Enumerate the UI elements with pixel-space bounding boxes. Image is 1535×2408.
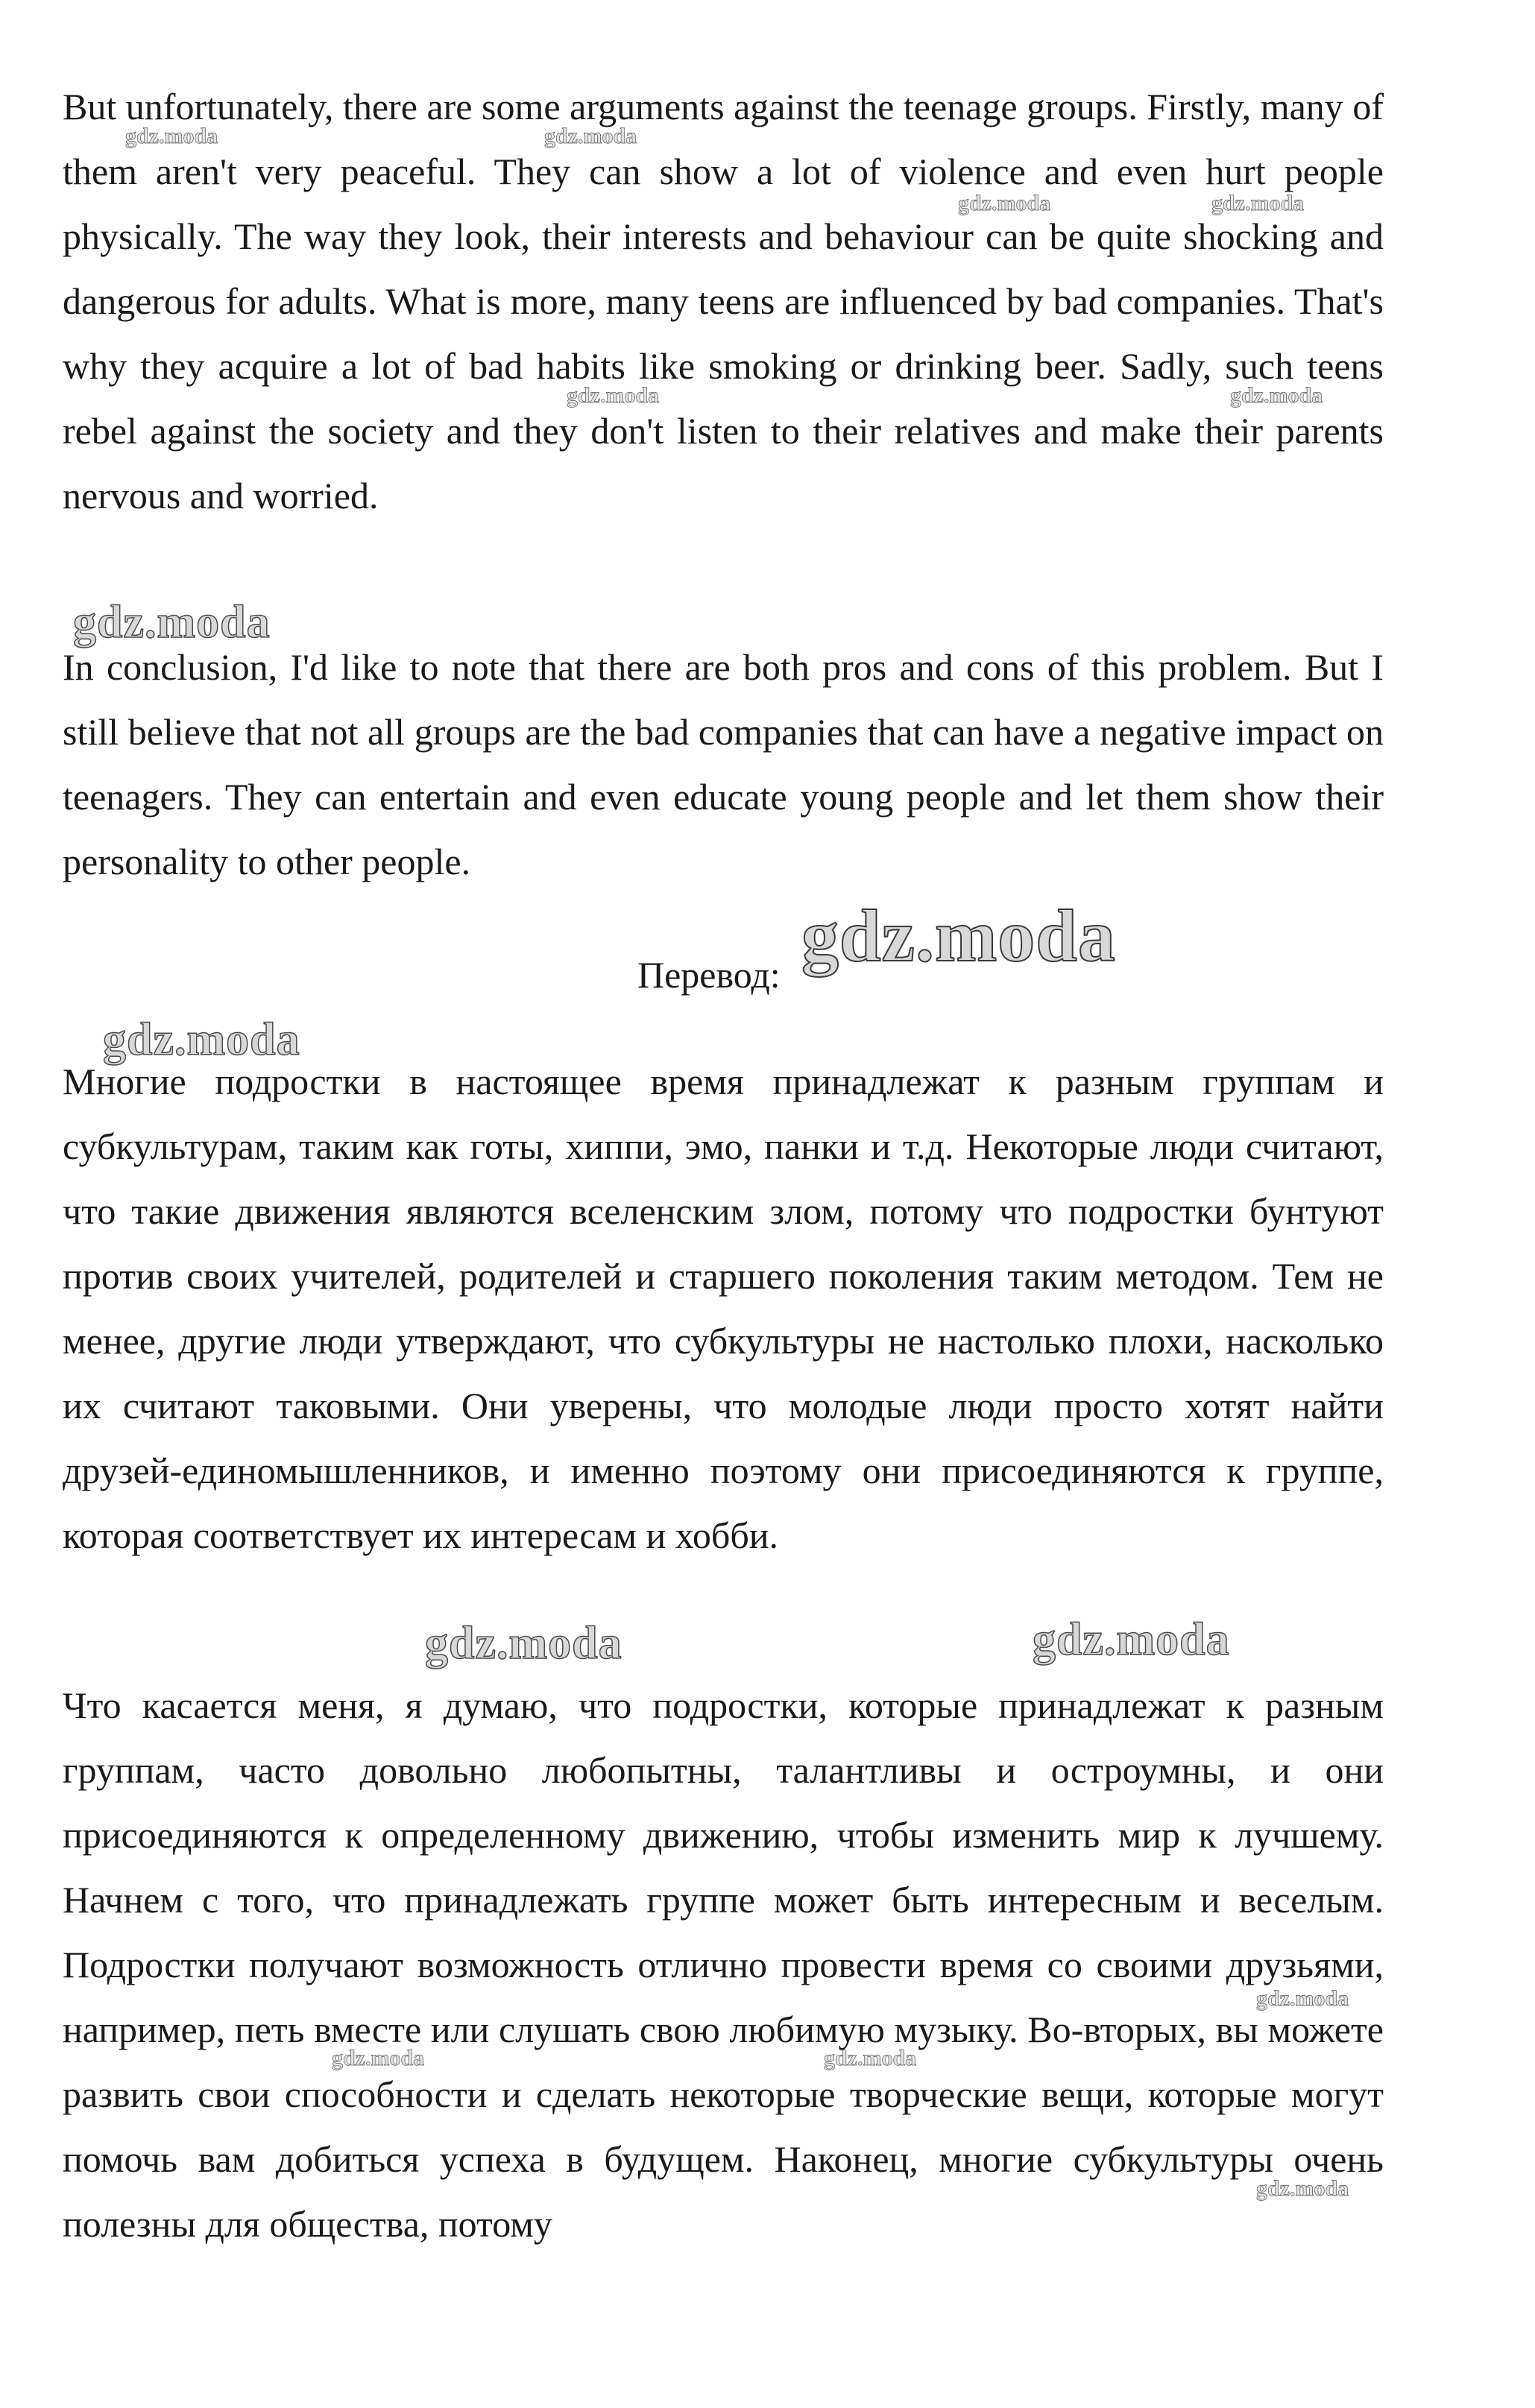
watermark: gdz.moda bbox=[1033, 1614, 1230, 1665]
watermark: gdz.moda bbox=[73, 597, 271, 648]
paragraph-conclusion: In conclusion, I'd like to note that there are both pros and cons of this problem. But I still believe that not all groups are the bad companies that can have a negative impact on teenagers. They can entertain and even educate young people and let them show their personality to other people. bbox=[63, 646, 1384, 882]
watermark: gdz.moda bbox=[1256, 2176, 1349, 2201]
watermark: gdz.moda bbox=[801, 894, 1116, 977]
translation-heading: Перевод: bbox=[637, 954, 781, 996]
watermark: gdz.moda bbox=[1211, 191, 1305, 215]
paragraph-arguments-against: But unfortunately, there are some arguments against the teenage groups. Firstly, many of them aren't very peaceful. They can show a lot of violence and even hurt people physically. The way they look, their interests and behaviour can be quite shocking and dangerous for adults. What is more, many teens are influenced by bad companies. That's why they acquire a lot of bad habits like smoking or drinking beer. Sadly, such teens rebel against the society and they don't listen to their relatives and make their parents nervous and worried. bbox=[63, 86, 1384, 516]
watermark: gdz.moda bbox=[1230, 383, 1323, 408]
watermark: gdz.moda bbox=[544, 124, 637, 148]
watermark: gdz.moda bbox=[824, 2046, 917, 2070]
watermark: gdz.moda bbox=[103, 1014, 300, 1065]
watermark: gdz.moda bbox=[125, 124, 218, 148]
paragraph-translation-intro: Многие подростки в настоящее время принадлежат к разным группам и субкультурам, таким как готы, хиппи, эмо, панки и т.д. Некоторые люди считают, что такие движения являются вселенским злом, потому что подростки бунтуют против своих учителей, родителей и старшего поколения таким методом. Тем не менее, другие люди утверждают, что субкультуры не настолько плохи, насколько их считают таковыми. Они уверены, что молодые люди просто хотят найти друзей-единомышленников, и именно поэтому они присоединяются к группе, которая соответствует их интересам и хобби. bbox=[63, 1061, 1384, 1556]
watermark: gdz.moda bbox=[425, 1618, 622, 1669]
watermark: gdz.moda bbox=[332, 2046, 425, 2070]
paragraph-translation-opinion: Что касается меня, я думаю, что подростки, которые принадлежат к разным группам, часто довольно любопытны, талантливы и остроумны, и они присоединяются к определенному движению, чтобы изменить мир к лучшему. Начнем с того, что принадлежать группе может быть интересным и веселым. Подростки получают возможность отлично провести время со своими друзьями, например, петь вместе или слушать свою любимую музыку. Во-вторых, вы можете развить свои способности и сделать некоторые творческие вещи, которые могут помочь вам добиться успеха в будущем. Наконец, многие субкультуры очень полезны для общества, потому bbox=[63, 1684, 1384, 2245]
watermark: gdz.moda bbox=[1256, 1986, 1349, 2011]
watermark: gdz.moda bbox=[567, 383, 660, 408]
watermark: gdz.moda bbox=[958, 191, 1051, 215]
